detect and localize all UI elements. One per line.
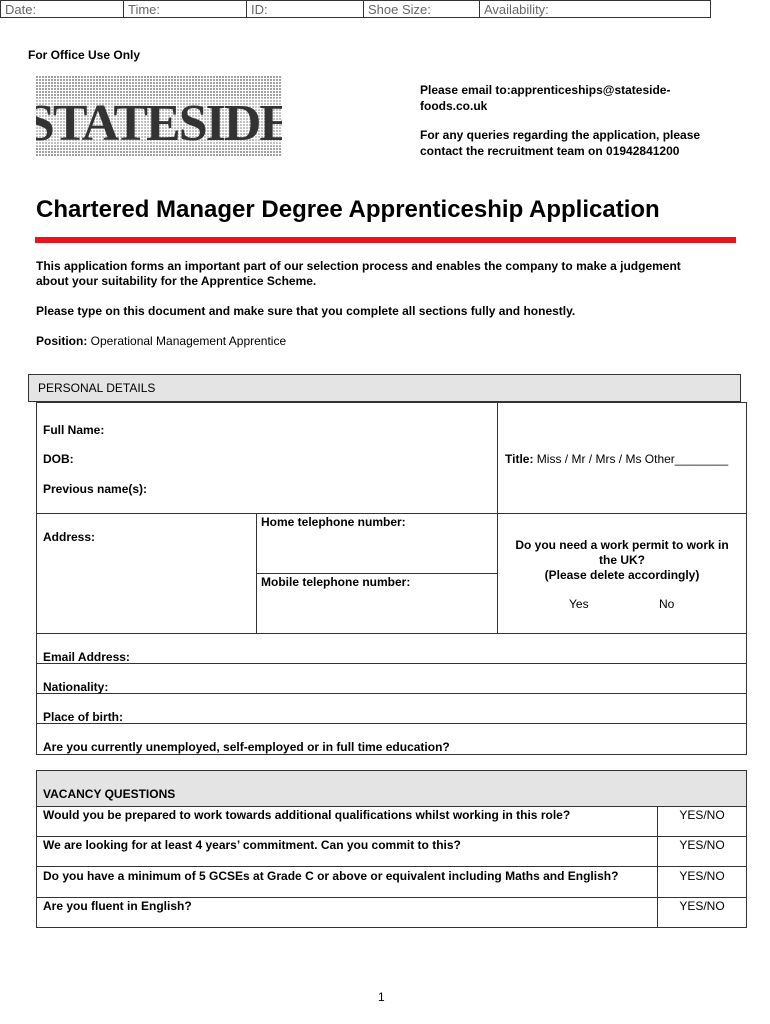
work-permit-yes[interactable]: Yes bbox=[569, 597, 589, 611]
place-of-birth-row[interactable] bbox=[36, 693, 747, 724]
position-line bbox=[36, 334, 286, 348]
company-logo bbox=[36, 76, 282, 156]
work-permit-line-1: Do you need a work permit to work in bbox=[515, 538, 729, 552]
logo-graphic bbox=[36, 76, 282, 156]
vacancy-answer-1[interactable]: YES/NO bbox=[679, 808, 725, 822]
work-permit-line-2: the UK? bbox=[599, 553, 645, 567]
vacancy-title: VACANCY QUESTIONS bbox=[43, 787, 176, 801]
office-use-table bbox=[0, 0, 711, 18]
intro-line-2: about your suitability for the Apprentice Scheme. bbox=[36, 274, 317, 288]
email-line-2: foods.co.uk bbox=[420, 99, 488, 113]
mobile-telephone-label: Mobile telephone number: bbox=[261, 575, 411, 589]
title-underline bbox=[35, 237, 736, 243]
office-time-cell[interactable]: Time: bbox=[124, 1, 247, 17]
page-number: 1 bbox=[378, 990, 385, 1004]
home-telephone-label: Home telephone number: bbox=[261, 515, 406, 529]
office-use-note: For Office Use Only bbox=[28, 48, 141, 62]
title-cell[interactable] bbox=[497, 402, 747, 514]
work-permit-line-3: (Please delete accordingly) bbox=[544, 568, 700, 582]
personal-details-title: PERSONAL DETAILS bbox=[38, 381, 156, 395]
intro-paragraph bbox=[36, 259, 681, 289]
vacancy-answer-cell[interactable] bbox=[657, 836, 747, 867]
title-label: Title: bbox=[505, 452, 534, 466]
vacancy-question-2: We are looking for at least 4 years’ commitment. Can you commit to this? bbox=[43, 838, 461, 852]
vacancy-question-row bbox=[36, 836, 658, 867]
work-permit-cell bbox=[497, 513, 747, 634]
vacancy-header bbox=[36, 770, 747, 807]
contact-info bbox=[420, 82, 700, 159]
vacancy-question-3: Do you have a minimum of 5 GCSEs at Grade C or above or equivalent including Maths and English? bbox=[43, 869, 619, 883]
previous-names-label: Previous name(s): bbox=[43, 482, 148, 496]
office-id-cell[interactable]: ID: bbox=[247, 1, 364, 17]
vacancy-answer-cell[interactable] bbox=[657, 866, 747, 898]
position-label: Position: bbox=[36, 334, 88, 348]
name-dob-cell[interactable] bbox=[36, 402, 498, 514]
page-title: Chartered Manager Degree Apprenticeship Application bbox=[36, 196, 660, 223]
address-label: Address: bbox=[43, 530, 96, 544]
svg-text:STATESIDE: STATESIDE bbox=[36, 95, 282, 152]
personal-details-header bbox=[28, 374, 741, 402]
employment-row[interactable] bbox=[36, 723, 747, 755]
nationality-row[interactable] bbox=[36, 663, 747, 694]
dob-label: DOB: bbox=[43, 452, 74, 466]
email-row[interactable] bbox=[36, 633, 747, 664]
position-value: Operational Management Apprentice bbox=[90, 334, 287, 348]
home-telephone-cell[interactable] bbox=[256, 513, 498, 574]
vacancy-answer-4[interactable]: YES/NO bbox=[679, 899, 725, 913]
vacancy-question-4: Are you fluent in English? bbox=[43, 899, 192, 913]
nationality-label: Nationality: bbox=[43, 680, 109, 694]
queries-line-2: contact the recruitment team on 01942841200 bbox=[420, 144, 680, 158]
employment-label: Are you currently unemployed, self-employed or in full time education? bbox=[43, 740, 450, 754]
work-permit-no[interactable]: No bbox=[659, 597, 675, 611]
place-of-birth-label: Place of birth: bbox=[43, 710, 124, 724]
queries-line-1: For any queries regarding the application, please bbox=[420, 128, 701, 142]
vacancy-question-1: Would you be prepared to work towards additional qualifications whilst working in this role? bbox=[43, 808, 571, 822]
vacancy-answer-cell[interactable] bbox=[657, 806, 747, 837]
vacancy-question-row bbox=[36, 897, 658, 928]
vacancy-answer-cell[interactable] bbox=[657, 897, 747, 928]
vacancy-question-row bbox=[36, 866, 658, 898]
address-cell[interactable] bbox=[36, 513, 257, 634]
mobile-telephone-cell[interactable] bbox=[256, 573, 498, 634]
work-permit-question bbox=[498, 538, 746, 583]
office-shoe-size-cell[interactable]: Shoe Size: bbox=[364, 1, 480, 17]
full-name-label: Full Name: bbox=[43, 423, 105, 437]
vacancy-answer-3[interactable]: YES/NO bbox=[679, 869, 725, 883]
office-date-cell[interactable]: Date: bbox=[1, 1, 124, 17]
title-options[interactable]: Miss / Mr / Mrs / Ms Other________ bbox=[536, 452, 729, 466]
vacancy-question-row bbox=[36, 806, 658, 837]
email-label: Email Address: bbox=[43, 650, 130, 664]
intro-line-1: This application forms an important part of our selection process and enables the company to make a judgement bbox=[36, 259, 681, 273]
office-availability-cell[interactable]: Availability: bbox=[484, 2, 549, 17]
vacancy-answer-2[interactable]: YES/NO bbox=[679, 838, 725, 852]
title-field bbox=[505, 452, 728, 466]
email-line-1: Please email to:apprenticeships@stateside- bbox=[420, 83, 671, 97]
instructions: Please type on this document and make sure that you complete all sections fully and honestly. bbox=[36, 304, 576, 318]
